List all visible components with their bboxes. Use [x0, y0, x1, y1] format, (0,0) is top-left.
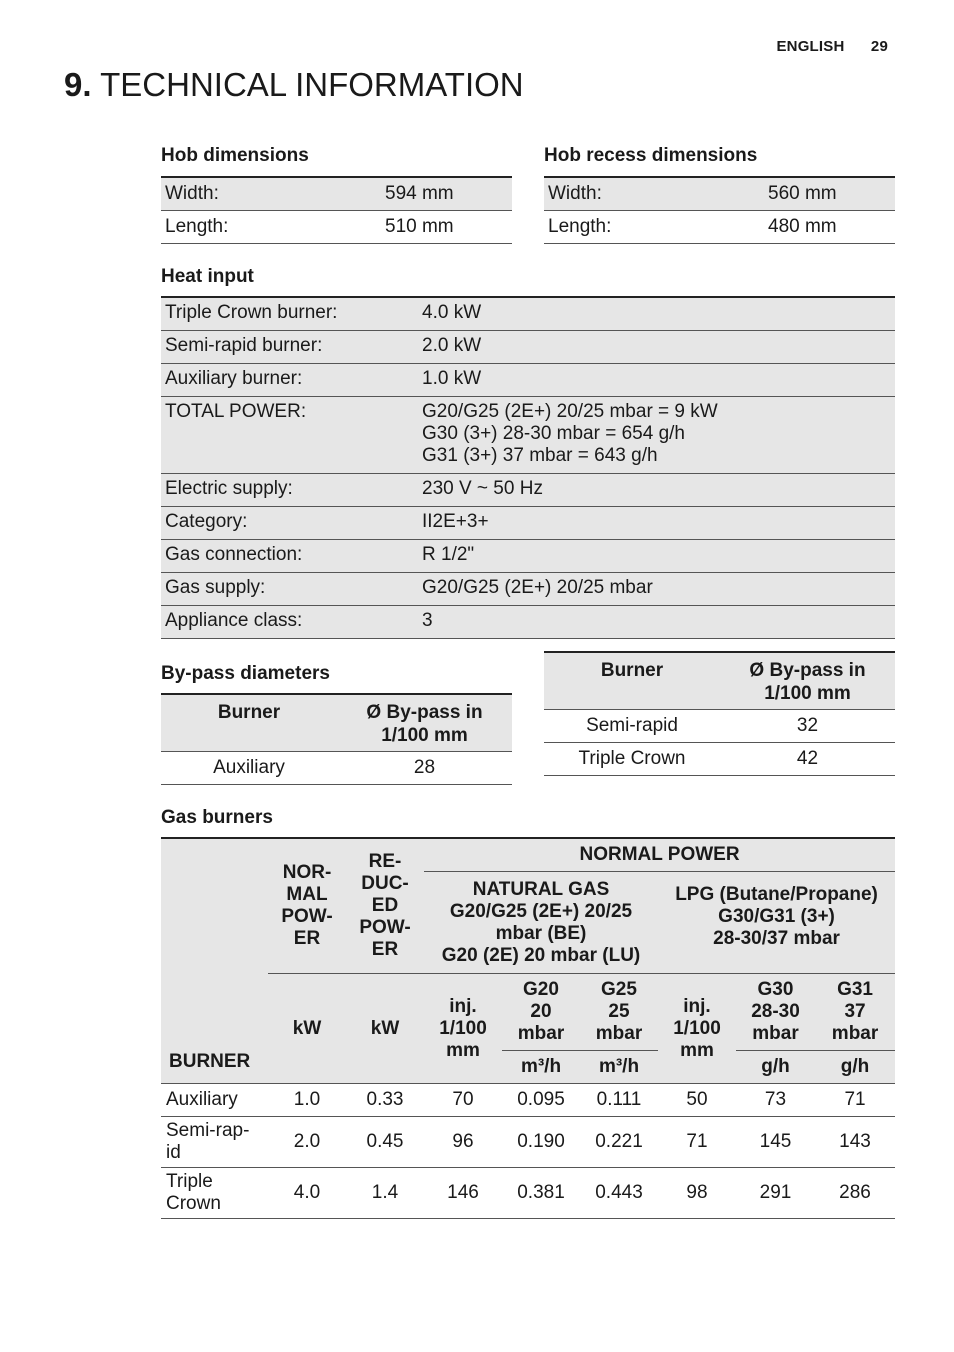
- table-row: [161, 1117, 895, 1168]
- value-cell: 96: [424, 1117, 502, 1168]
- value-cell: II2E+3+: [418, 507, 895, 540]
- value-cell: 0.443: [580, 1168, 658, 1219]
- value-line: G31 (3+) 37 mbar = 643 g/h: [422, 445, 658, 466]
- value-cell: 98: [658, 1168, 736, 1219]
- label-cell: Width:: [544, 177, 764, 211]
- col-diameter: [720, 652, 895, 710]
- language-label: ENGLISH: [776, 38, 845, 55]
- col-burner: Burner: [544, 652, 720, 710]
- value-cell: 1.0: [268, 1084, 346, 1117]
- table-row: [161, 297, 895, 331]
- table-row: [161, 752, 512, 785]
- page-number: 29: [870, 38, 888, 55]
- section-number: 9.: [64, 66, 92, 103]
- page-header: [754, 38, 888, 55]
- value-cell: 146: [424, 1168, 502, 1219]
- table-row: [544, 710, 895, 743]
- header-line: 20: [530, 1001, 552, 1022]
- header-line: ER: [371, 939, 399, 960]
- label-cell: Electric supply:: [161, 474, 418, 507]
- label-cell: Gas supply:: [161, 573, 418, 606]
- header-line: mbar: [517, 1023, 565, 1044]
- label-cell: Triple Crown burner:: [161, 297, 418, 331]
- unit-injector: [658, 974, 736, 1084]
- gas-burners-table: [161, 837, 895, 1219]
- value-cell: 4.0 kW: [418, 297, 895, 331]
- header-line: G30/G31 (3+): [718, 906, 835, 928]
- table-row: [161, 606, 895, 639]
- value-cell: 3: [418, 606, 895, 639]
- value-cell: [418, 397, 895, 474]
- header-lpg: [658, 872, 895, 974]
- header-line: POW-: [281, 906, 333, 927]
- header-line: 1/100: [439, 1017, 487, 1039]
- burner-name: [161, 1168, 268, 1219]
- value-cell: 145: [736, 1117, 815, 1168]
- header-normal-power-group: NORMAL POWER: [424, 838, 895, 872]
- table-row: [161, 211, 512, 244]
- col-diameter-line: 1/100 mm: [381, 725, 468, 746]
- header-line: MAL: [286, 884, 328, 905]
- table-row: [161, 331, 895, 364]
- header-line: G20/G25 (2E+) 20/25: [449, 900, 633, 922]
- header-line: mbar: [595, 1023, 643, 1044]
- header-burner: BURNER: [161, 838, 268, 1084]
- hob-dimensions-heading: Hob dimensions: [161, 145, 309, 166]
- header-line: ER: [293, 928, 321, 949]
- header-line: G25: [601, 979, 637, 1000]
- table-row: [544, 177, 895, 211]
- header-line: G30: [757, 979, 794, 1000]
- value-cell: 2.0: [268, 1117, 346, 1168]
- label-cell: Auxiliary burner:: [161, 364, 418, 397]
- label-cell: Category:: [161, 507, 418, 540]
- value-cell: 50: [658, 1084, 736, 1117]
- table-row: [544, 211, 895, 244]
- header-line: mm: [680, 1039, 714, 1061]
- header-normal-power: [268, 838, 346, 974]
- value-cell: 0.33: [346, 1084, 424, 1117]
- value-cell: 71: [658, 1117, 736, 1168]
- value-cell: 71: [815, 1084, 895, 1117]
- header-g20: [502, 974, 580, 1051]
- header-line: G20: [523, 979, 559, 1000]
- header-g25: [580, 974, 658, 1051]
- header-line: inj.: [449, 995, 477, 1017]
- header-line: mbar: [831, 1023, 879, 1044]
- table-header-row: [161, 974, 895, 1051]
- value-cell: 1.0 kW: [418, 364, 895, 397]
- bypass-table-left: [161, 693, 512, 785]
- table-row: [161, 1084, 895, 1117]
- unit-m3h: m³/h: [580, 1051, 658, 1084]
- header-line: 37: [844, 1001, 866, 1022]
- value-cell: 32: [720, 710, 895, 743]
- unit-gh: g/h: [736, 1051, 815, 1084]
- hob-dimensions-table: [161, 176, 512, 244]
- section-title: TECHNICAL INFORMATION: [100, 66, 524, 103]
- table-row: [161, 397, 895, 474]
- header-line: 25: [608, 1001, 630, 1022]
- value-cell: 0.381: [502, 1168, 580, 1219]
- header-g30: [736, 974, 815, 1051]
- value-cell: 0.190: [502, 1117, 580, 1168]
- col-diameter-line: 1/100 mm: [764, 683, 851, 704]
- header-line: 1/100: [673, 1017, 721, 1039]
- page-title: [64, 66, 524, 104]
- label-cell: Length:: [544, 211, 764, 244]
- col-diameter-line: Ø By-pass in: [749, 660, 866, 681]
- table-header-row: [161, 838, 895, 872]
- label-cell: Length:: [161, 211, 381, 244]
- header-line: mm: [446, 1039, 480, 1061]
- value-cell: 42: [720, 743, 895, 776]
- burner-cell: Semi-rapid: [544, 710, 720, 743]
- label-cell: Appliance class:: [161, 606, 418, 639]
- header-line: RE-: [368, 851, 402, 872]
- col-diameter-line: Ø By-pass in: [366, 702, 483, 723]
- burner-cell: Auxiliary: [161, 752, 337, 785]
- unit-m3h: m³/h: [502, 1051, 580, 1084]
- label-cell: Gas connection:: [161, 540, 418, 573]
- table-row: [161, 364, 895, 397]
- col-diameter: [337, 694, 512, 752]
- value-cell: 4.0: [268, 1168, 346, 1219]
- unit-kw: kW: [268, 974, 346, 1084]
- value-cell: 480 mm: [764, 211, 895, 244]
- label-cell: Width:: [161, 177, 381, 211]
- recess-dimensions-heading: Hob recess dimensions: [544, 145, 758, 166]
- value-cell: 291: [736, 1168, 815, 1219]
- header-line: ED: [371, 895, 399, 916]
- burner-name: Auxiliary: [161, 1084, 268, 1117]
- header-line: 28-30/37 mbar: [713, 928, 840, 950]
- header-line: DUC-: [361, 873, 409, 894]
- header-line: G31: [837, 979, 873, 1000]
- value-cell: R 1/2": [418, 540, 895, 573]
- header-g31: [815, 974, 895, 1051]
- table-row: [161, 573, 895, 606]
- col-burner: Burner: [161, 694, 337, 752]
- header-line: mbar: [752, 1023, 799, 1044]
- header-line: NOR-: [282, 862, 332, 883]
- name-line: Triple: [166, 1171, 213, 1192]
- value-cell: 143: [815, 1117, 895, 1168]
- heat-input-heading: Heat input: [161, 266, 254, 287]
- name-line: id: [166, 1142, 181, 1163]
- value-cell: 70: [424, 1084, 502, 1117]
- burner-name: [161, 1117, 268, 1168]
- header-line: inj.: [683, 995, 711, 1017]
- value-line: G30 (3+) 28-30 mbar = 654 g/h: [422, 423, 685, 444]
- header-line: mbar (BE): [495, 922, 587, 944]
- name-line: Semi-rap-: [166, 1120, 250, 1141]
- header-line: POW-: [359, 917, 411, 938]
- recess-dimensions-table: [544, 176, 895, 244]
- unit-injector: [424, 974, 502, 1084]
- header-natural-gas: [424, 872, 658, 974]
- header-line: G20 (2E) 20 mbar (LU): [441, 944, 641, 966]
- value-cell: 1.4: [346, 1168, 424, 1219]
- table-row: [161, 177, 512, 211]
- table-header-row: [544, 652, 895, 710]
- value-cell: 286: [815, 1168, 895, 1219]
- table-row: [161, 507, 895, 540]
- table-header-row: [161, 694, 512, 752]
- value-cell: 0.221: [580, 1117, 658, 1168]
- value-cell: 2.0 kW: [418, 331, 895, 364]
- table-row: [544, 743, 895, 776]
- header-reduced-power: [346, 838, 424, 974]
- value-cell: 0.111: [580, 1084, 658, 1117]
- value-cell: 73: [736, 1084, 815, 1117]
- name-line: Crown: [166, 1193, 221, 1214]
- value-cell: 28: [337, 752, 512, 785]
- value-cell: 0.095: [502, 1084, 580, 1117]
- header-line: NATURAL GAS: [472, 878, 610, 900]
- header-line: LPG (Butane/Propane): [675, 884, 878, 906]
- table-row: [161, 1168, 895, 1219]
- value-cell: 230 V ~ 50 Hz: [418, 474, 895, 507]
- bypass-table-right: [544, 651, 895, 776]
- value-cell: 510 mm: [381, 211, 512, 244]
- unit-gh: g/h: [815, 1051, 895, 1084]
- table-row: [161, 474, 895, 507]
- gas-burners-heading: Gas burners: [161, 807, 273, 828]
- table-row: [161, 540, 895, 573]
- label-cell: TOTAL POWER:: [161, 397, 418, 474]
- unit-kw: kW: [346, 974, 424, 1084]
- header-line: 28-30: [751, 1001, 800, 1022]
- label-cell: Semi-rapid burner:: [161, 331, 418, 364]
- burner-cell: Triple Crown: [544, 743, 720, 776]
- value-cell: 594 mm: [381, 177, 512, 211]
- heat-input-table: [161, 296, 895, 639]
- value-cell: 560 mm: [764, 177, 895, 211]
- value-line: G20/G25 (2E+) 20/25 mbar = 9 kW: [422, 401, 718, 422]
- bypass-heading: By-pass diameters: [161, 663, 330, 684]
- value-cell: G20/G25 (2E+) 20/25 mbar: [418, 573, 895, 606]
- value-cell: 0.45: [346, 1117, 424, 1168]
